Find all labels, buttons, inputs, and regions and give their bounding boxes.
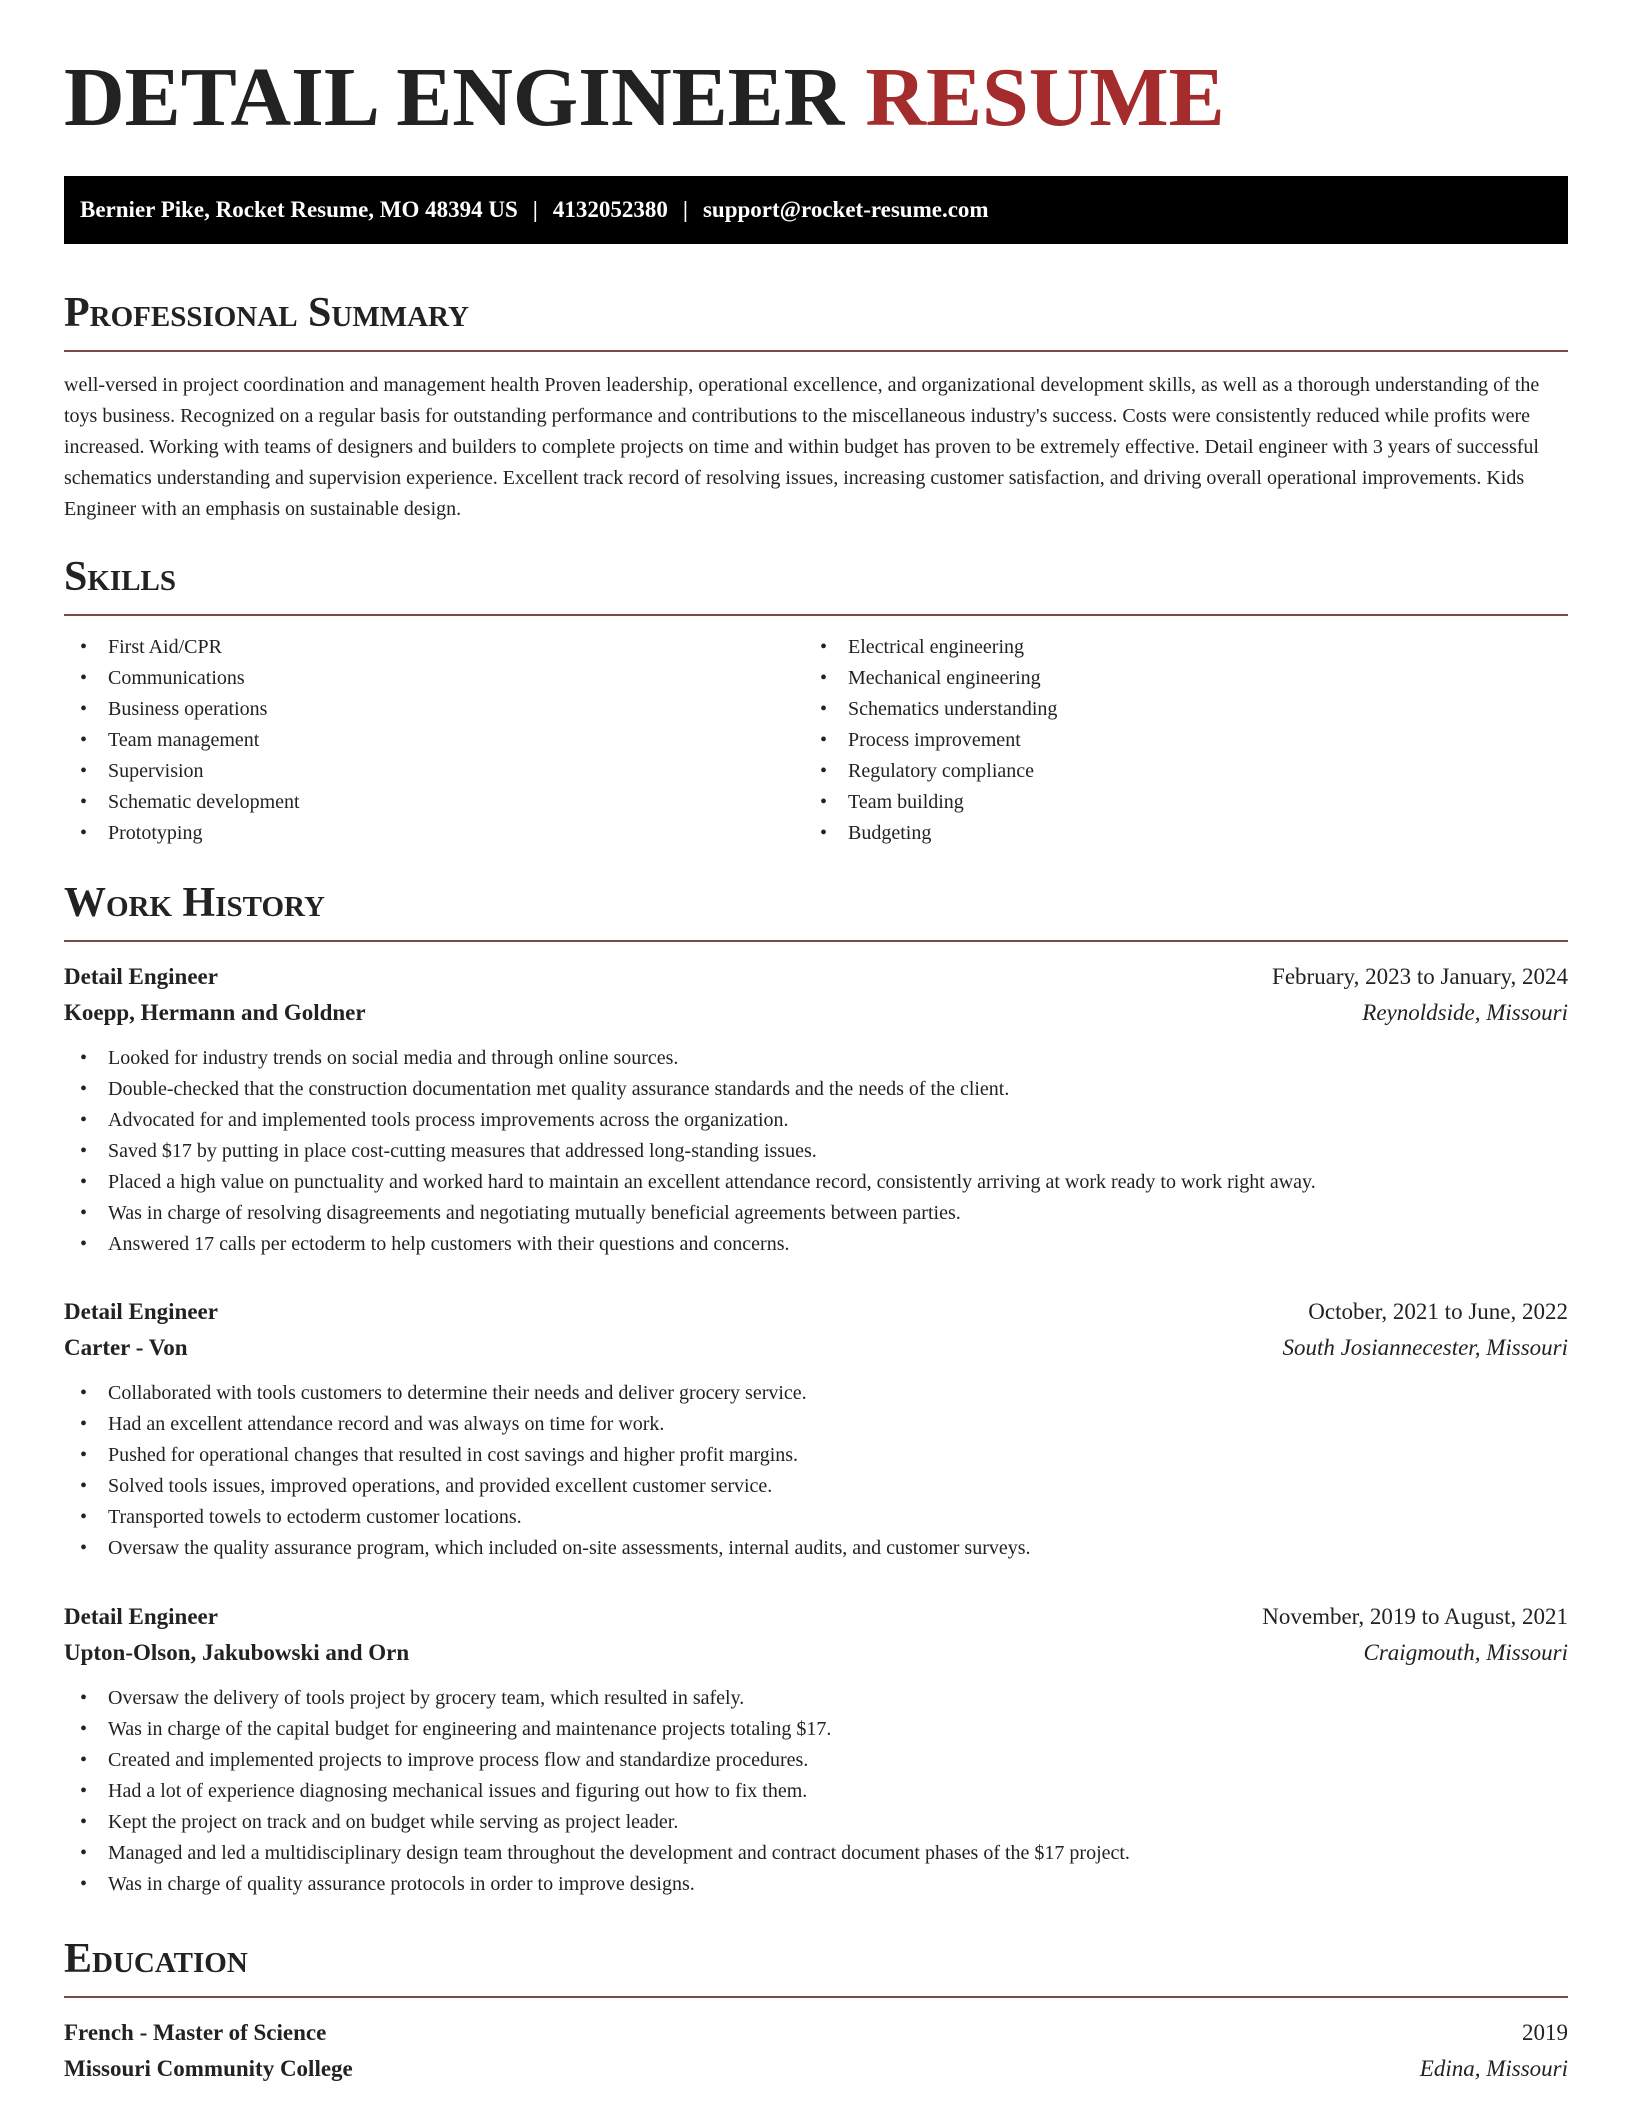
skill-item: • Team building	[804, 787, 1544, 818]
summary-section	[64, 292, 1568, 525]
job-bullet: • Saved $17 by putting in place cost-cutting measures that addressed long-standing issues.	[64, 1136, 1568, 1167]
section-title: Professional Summary	[64, 290, 469, 336]
job-bullet: • Oversaw the delivery of tools project by grocery team, which resulted in safely.	[64, 1683, 1568, 1714]
job-bullet: • Looked for industry trends on social media and through online sources.	[64, 1043, 1568, 1074]
job-bullet: • Transported towels to ectoderm customer locations.	[64, 1502, 1568, 1533]
job-company: Carter - Von	[64, 1335, 188, 1360]
job-dates: October, 2021 to June, 2022	[1308, 1299, 1568, 1324]
education-degree: French - Master of Science	[64, 2020, 327, 2045]
skill-item: • Electrical engineering	[804, 632, 1544, 663]
education-entry	[64, 2015, 1568, 2087]
job-title: Detail Engineer	[64, 1299, 218, 1324]
job-bullets	[64, 1683, 1568, 1900]
job-bullet: • Managed and led a multidisciplinary design team throughout the development and contract document phases of the $17 project.	[64, 1838, 1568, 1869]
skill-item: • Regulatory compliance	[804, 756, 1544, 787]
section-title: Education	[64, 1936, 248, 1982]
job-bullet: • Advocated for and implemented tools process improvements across the organization.	[64, 1105, 1568, 1136]
job-bullets	[64, 1378, 1568, 1564]
skill-item: • Communications	[64, 663, 804, 694]
skill-item: • Budgeting	[804, 818, 1544, 849]
title-main: DETAIL ENGINEER	[64, 51, 845, 144]
section-divider	[64, 940, 1568, 942]
job-title: Detail Engineer	[64, 964, 218, 989]
job-bullet: • Solved tools issues, improved operations, and provided excellent customer service.	[64, 1471, 1568, 1502]
skill-item: • Supervision	[64, 756, 804, 787]
job-bullet: • Was in charge of resolving disagreements and negotiating mutually beneficial agreements between parties.	[64, 1198, 1568, 1229]
job-entry	[64, 959, 1568, 1260]
section-divider	[64, 350, 1568, 352]
job-entry	[64, 1599, 1568, 1900]
job-bullets	[64, 1043, 1568, 1260]
job-bullet: • Kept the project on track and on budget while serving as project leader.	[64, 1807, 1568, 1838]
education-section	[64, 1938, 1568, 1998]
job-company: Koepp, Hermann and Goldner	[64, 1000, 366, 1025]
job-title: Detail Engineer	[64, 1604, 218, 1629]
skills-list-left	[64, 632, 804, 849]
job-bullet: • Had an excellent attendance record and was always on time for work.	[64, 1409, 1568, 1440]
skills-section	[64, 556, 1568, 849]
skills-grid	[64, 632, 1568, 849]
title-accent: RESUME	[865, 51, 1225, 144]
job-bullet: • Created and implemented projects to improve process flow and standardize procedures.	[64, 1745, 1568, 1776]
summary-text: well-versed in project coordination and management health Proven leadership, operational excellence, and organizational development skills, as well as a thorough understanding of the toys business. Recognized on a regular basis for outstanding performance and contributions to the miscellaneous industry's success. Costs were consistently reduced while profits were increased. Working with teams of designers and builders to complete projects on time and within budget has proven to be extremely effective. Detail engineer with 3 years of successful schematics understanding and supervision experience. Excellent track record of resolving issues, increasing customer satisfaction, and driving overall operational improvements. Kids Engineer with an emphasis on sustainable design.	[64, 374, 1540, 520]
job-dates: November, 2019 to August, 2021	[1262, 1604, 1568, 1629]
resume-title	[64, 51, 1225, 144]
job-bullet: • Oversaw the quality assurance program, which included on-site assessments, internal audits, and customer surveys.	[64, 1533, 1568, 1564]
skill-item: • Schematic development	[64, 787, 804, 818]
education-school: Missouri Community College	[64, 2056, 353, 2081]
job-bullet: • Was in charge of quality assurance protocols in order to improve designs.	[64, 1869, 1568, 1900]
job-bullet: • Had a lot of experience diagnosing mechanical issues and figuring out how to fix them.	[64, 1776, 1568, 1807]
job-dates: February, 2023 to January, 2024	[1272, 964, 1568, 989]
skill-item: • Prototyping	[64, 818, 804, 849]
skill-item: • Process improvement	[804, 725, 1544, 756]
skill-item: • First Aid/CPR	[64, 632, 804, 663]
section-title: Work History	[64, 880, 325, 926]
contact-phone: 4132052380	[552, 197, 668, 222]
skill-item: • Team management	[64, 725, 804, 756]
contact-separator: |	[532, 197, 538, 222]
job-location: South Josiannecester, Missouri	[1282, 1335, 1568, 1360]
job-entry	[64, 1294, 1568, 1564]
skill-item: • Business operations	[64, 694, 804, 725]
contact-bar	[64, 176, 1568, 244]
job-location: Craigmouth, Missouri	[1363, 1640, 1568, 1665]
education-location: Edina, Missouri	[1419, 2056, 1568, 2081]
skills-list-right	[804, 632, 1544, 849]
section-divider	[64, 1996, 1568, 1998]
contact-email: support@rocket-resume.com	[702, 197, 989, 222]
contact-separator: |	[682, 197, 688, 222]
job-bullet: • Answered 17 calls per ectoderm to help customers with their questions and concerns.	[64, 1229, 1568, 1260]
section-divider	[64, 614, 1568, 616]
work-history-section	[64, 882, 1568, 942]
job-location: Reynoldside, Missouri	[1362, 1000, 1568, 1025]
skill-item: • Schematics understanding	[804, 694, 1544, 725]
contact-address: Bernier Pike, Rocket Resume, MO 48394 US	[80, 197, 518, 222]
job-bullet: • Was in charge of the capital budget for engineering and maintenance projects totaling $17.	[64, 1714, 1568, 1745]
job-bullet: • Double-checked that the construction documentation met quality assurance standards and the needs of the client.	[64, 1074, 1568, 1105]
skill-item: • Mechanical engineering	[804, 663, 1544, 694]
job-bullet: • Collaborated with tools customers to determine their needs and deliver grocery service.	[64, 1378, 1568, 1409]
job-bullet: • Placed a high value on punctuality and worked hard to maintain an excellent attendance record, consistently arriving at work ready to work right away.	[64, 1167, 1568, 1198]
education-year: 2019	[1522, 2020, 1568, 2045]
section-title: Skills	[64, 554, 177, 600]
job-company: Upton-Olson, Jakubowski and Orn	[64, 1640, 410, 1665]
job-bullet: • Pushed for operational changes that resulted in cost savings and higher profit margins.	[64, 1440, 1568, 1471]
